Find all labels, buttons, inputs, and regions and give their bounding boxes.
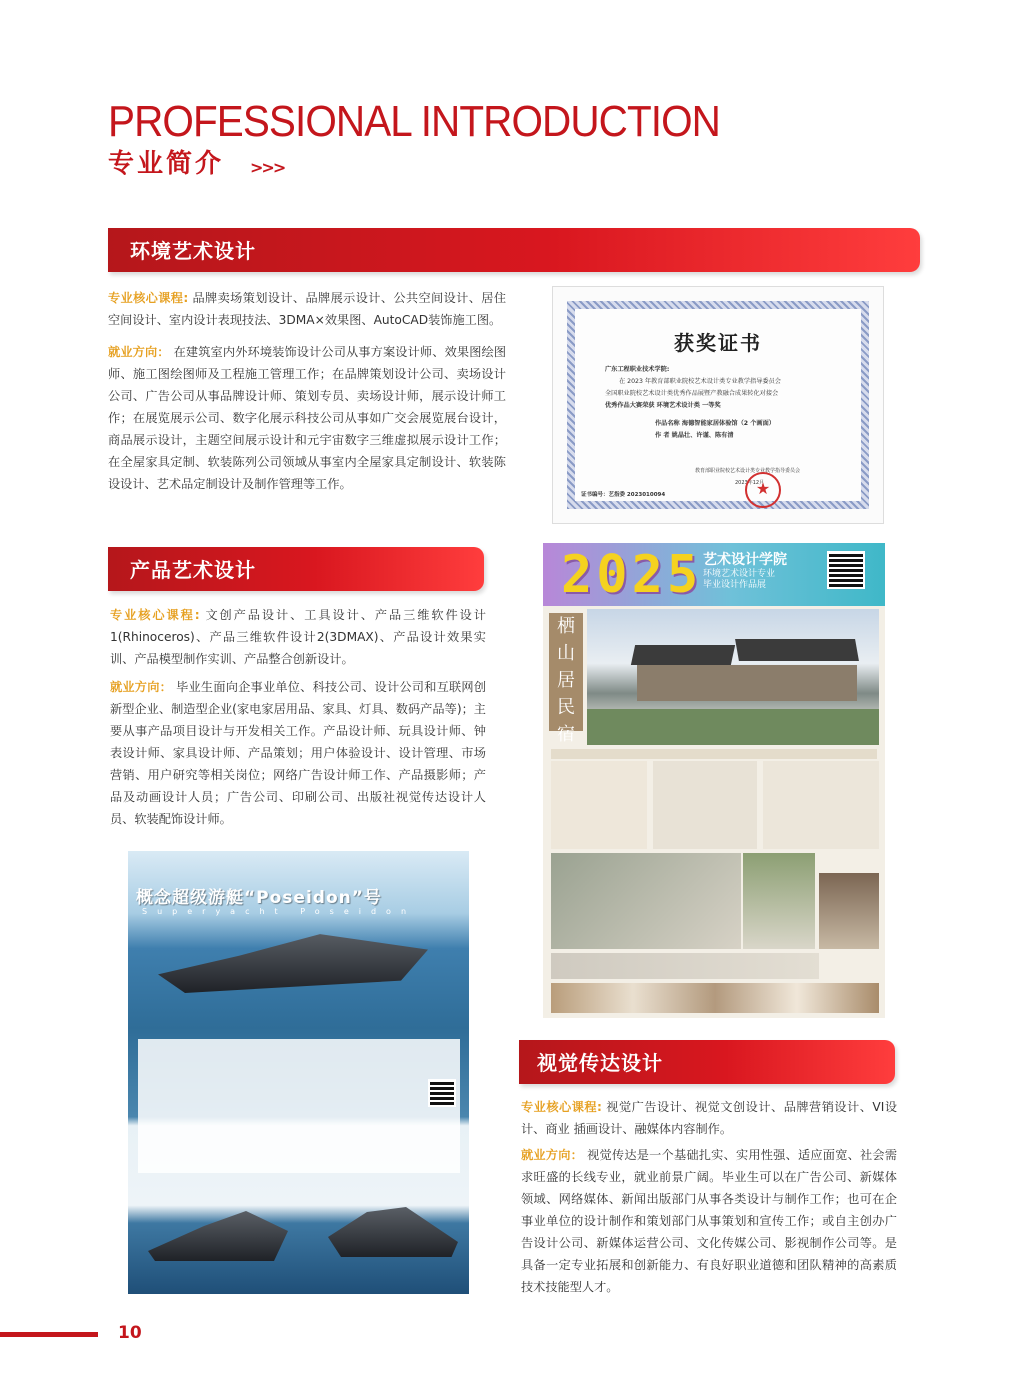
yacht-icon xyxy=(328,1207,458,1257)
course-label: 专业核心课程: xyxy=(110,608,200,622)
career-text: 在建筑室内外环境装饰设计公司从事方案设计师、效果图绘图师、施工图绘图师及工程施工管理工作；在品牌策划设计公司、卖场设计公司、广告公司从事品牌设计师、策划专员、卖场设计师，展示设计师工作；在展览展示公司、数字化展示科技公司从事如广交会展览展台设计，商品展示设计，主题空间展示设计和元宇宙数字三维虚拟展示设计工作；在全屋家具定制、软装陈列公司领域从事室内全屋家具定制设计、软装陈设设计、艺术品定制设计及制作管理等工作。 xyxy=(108,345,507,491)
chevron-right-icon: >>> xyxy=(250,158,285,177)
certificate-issuer: 教育部职业院校艺术设计类专业教学指导委员会 xyxy=(695,468,801,474)
page-title-chinese: 专业简介 xyxy=(108,149,225,179)
section-header-environment xyxy=(108,228,920,272)
award-certificate-image xyxy=(552,286,884,524)
career-text: 视觉传达是一个基础扎实、实用性强、适应面宽、社会需求旺盛的长线专业，就业前景广阔。毕业生可以在广告公司、新媒体领域、网络媒体、新闻出版部门从事各类设计与制作工作；也可在企事业单位的设计制作和策划部门从事策划和宣传工作；或自主创办广告设计公司、新媒体运营公司、文化传媒公司、影视制作公司等。是具备一定专业拓展和创新能力、有良好职业道德和团队精神的高素质技术技能型人才。 xyxy=(521,1148,898,1294)
career-text: 毕业生面向企事业单位、科技公司、设计公司和互联网创新型企业、制造型企业(家电家居用品、家具、灯具、数码产品等)；主要从事产品项目设计与开发相关工作。产品设计师、玩具设计师、钟表设计师、家具设计师、产品策划；用户体验设计、设计管理、市场营销、用户研究等相关岗位；网络广告设计师工作、产品摄影师；产品及动画设计人员；广告公司、印刷公司、出版社视觉传达设计人员、软装配饰设计师。 xyxy=(110,680,487,826)
certificate-title: 获奖证书 xyxy=(674,331,762,355)
superyacht-poster-image xyxy=(128,851,469,1294)
section-title: 产品艺术设计 xyxy=(130,558,256,582)
certificate-date: 2023年12月 xyxy=(735,480,765,486)
page-number: 10 xyxy=(118,1323,142,1343)
certificate-line: 广东工程职业技术学院: xyxy=(605,366,670,373)
poster-vertical-title: 栖山居民宿 xyxy=(549,613,583,731)
certificate-line: 优秀作品大赛荣获 环境艺术设计类 一等奖 xyxy=(605,402,721,409)
yacht-poster-subtitle: Superyacht Poseidon xyxy=(142,907,417,916)
section-title: 环境艺术设计 xyxy=(130,239,256,263)
section-body-visual xyxy=(521,1096,897,1298)
career-label: 就业方向： xyxy=(108,345,170,359)
qr-code-icon xyxy=(827,551,865,589)
section-header-visual xyxy=(519,1040,895,1084)
course-text: 文创产品设计、工具设计、产品三维软件设计1(Rhinoceros)、产品三维软件设计2(3DMAX)、产品设计效果实训、产品模型制作实训、产品整合创新设计。 xyxy=(110,608,486,666)
yacht-icon xyxy=(158,931,428,993)
yacht-sketch-panel xyxy=(138,1039,460,1173)
footer-divider xyxy=(0,1332,98,1337)
section-header-product xyxy=(108,547,484,591)
poster-subtitle: 环境艺术设计专业 毕业设计作品展 xyxy=(703,569,776,590)
section-title: 视觉传达设计 xyxy=(537,1051,663,1075)
graduation-poster-image xyxy=(543,543,885,1018)
building-render-image xyxy=(587,609,879,745)
certificate-line: 作品名称 海德智能家居体验馆（2 个画面） xyxy=(655,420,775,427)
career-label: 就业方向： xyxy=(521,1148,584,1162)
qr-code-icon xyxy=(428,1079,456,1107)
course-label: 专业核心课程: xyxy=(108,291,189,305)
section-body-product xyxy=(110,604,486,830)
section-body-environment xyxy=(108,287,506,495)
poster-year: 2025 xyxy=(561,545,703,605)
page-title-english: PROFESSIONAL INTRODUCTION xyxy=(108,97,721,146)
yacht-icon xyxy=(148,1211,288,1261)
star-seal-icon: ★ xyxy=(745,472,781,508)
certificate-number: 证书编号：艺指委 2023010094 xyxy=(581,492,666,498)
certificate-line: 作 者 姚晶壮、许谨、陈有清 xyxy=(655,432,734,439)
poster-college: 艺术设计学院 xyxy=(703,552,787,568)
course-label: 专业核心课程: xyxy=(521,1100,602,1114)
career-label: 就业方向： xyxy=(110,680,173,694)
certificate-line: 全国职业院校艺术设计类优秀作品展暨产教融合成果转化对接会 xyxy=(605,390,779,397)
certificate-line: 在 2023 年教育部职业院校艺术设计类专业教学指导委员会 xyxy=(619,378,781,385)
course-text: 品牌卖场策划设计、品牌展示设计、公共空间设计、居住空间设计、室内设计表现技法、3DMA×效果图、AutoCAD装饰施工图。 xyxy=(108,291,507,327)
course-text: 视觉广告设计、视觉文创设计、品牌营销设计、VI设计、商业 插画设计、融媒体内容制作。 xyxy=(521,1100,898,1136)
yacht-poster-title: 概念超级游艇“Poseidon”号 xyxy=(136,888,382,908)
